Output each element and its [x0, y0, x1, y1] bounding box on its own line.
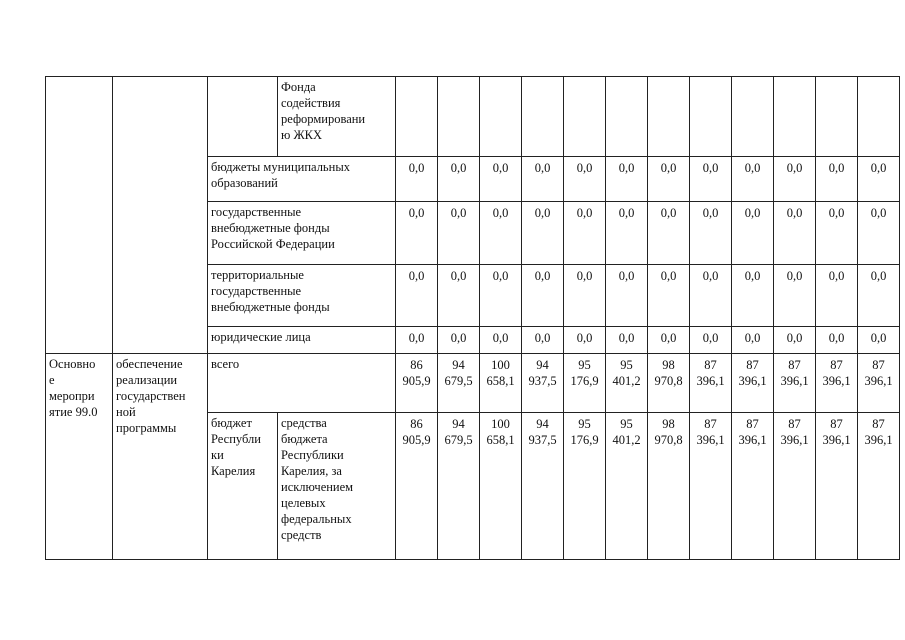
- value-cell: 87 396,1: [732, 413, 774, 560]
- value-cell: 0,0: [732, 327, 774, 354]
- value-cell: 0,0: [648, 327, 690, 354]
- value-cell: 0,0: [690, 157, 732, 202]
- row-label: бюджеты муниципальных образований: [208, 157, 396, 202]
- value-cell: 0,0: [480, 202, 522, 265]
- empty-cell: [208, 77, 278, 157]
- value-cell: 94 937,5: [522, 354, 564, 413]
- value-cell: 98 970,8: [648, 413, 690, 560]
- value-cell: 0,0: [816, 265, 858, 327]
- value-cell: 0,0: [606, 157, 648, 202]
- value-cell: 0,0: [816, 202, 858, 265]
- row-label: юридические лица: [208, 327, 396, 354]
- value-cell: 0,0: [396, 202, 438, 265]
- value-cell: 0,0: [396, 157, 438, 202]
- fund-label: Фонда содействия реформировани ю ЖКХ: [278, 77, 396, 157]
- value-cell: 0,0: [858, 202, 900, 265]
- value-cell: 0,0: [522, 202, 564, 265]
- value-cell: 0,0: [480, 157, 522, 202]
- value-cell: 87 396,1: [858, 413, 900, 560]
- value-cell: 100 658,1: [480, 354, 522, 413]
- value-cell: 0,0: [438, 202, 480, 265]
- financing-table: [45, 76, 900, 560]
- value-cell: 0,0: [564, 202, 606, 265]
- value-cell: 100 658,1: [480, 413, 522, 560]
- value-cell: 0,0: [774, 202, 816, 265]
- value-cell: 0,0: [774, 265, 816, 327]
- value-cell: 0,0: [564, 327, 606, 354]
- value-cell: 0,0: [774, 157, 816, 202]
- value-cell: 87 396,1: [732, 354, 774, 413]
- value-cell: 0,0: [774, 327, 816, 354]
- value-cell: 87 396,1: [690, 413, 732, 560]
- value-cell: 0,0: [480, 265, 522, 327]
- value-cell: 0,0: [690, 202, 732, 265]
- table-row: [46, 354, 900, 413]
- value-cell: 0,0: [522, 265, 564, 327]
- value-cell: 95 176,9: [564, 354, 606, 413]
- value-cell: 0,0: [522, 327, 564, 354]
- total-label: всего: [208, 354, 396, 413]
- value-cell: 87 396,1: [690, 354, 732, 413]
- value-cell: 87 396,1: [774, 354, 816, 413]
- row-label: территориальные государственные внебюджетные фонды: [208, 265, 396, 327]
- budget-label: бюджет Республи ки Карелия: [208, 413, 278, 560]
- event-label: Основно е меропри ятие 99.0: [46, 354, 113, 560]
- value-cell: 0,0: [858, 265, 900, 327]
- budget-sub-label: средства бюджета Республики Карелия, за исключением целевых федеральных средств: [278, 413, 396, 560]
- table-row: [46, 77, 900, 157]
- value-cell: 95 401,2: [606, 354, 648, 413]
- value-cell: 0,0: [732, 265, 774, 327]
- value-cell: 0,0: [438, 157, 480, 202]
- value-cell: 94 937,5: [522, 413, 564, 560]
- value-cell: 87 396,1: [816, 354, 858, 413]
- value-cell: 0,0: [690, 265, 732, 327]
- value-cell: 0,0: [438, 265, 480, 327]
- value-cell: 0,0: [396, 265, 438, 327]
- value-cell: 0,0: [606, 327, 648, 354]
- empty-cell: [113, 77, 208, 354]
- value-cell: 94 679,5: [438, 354, 480, 413]
- value-cell: 0,0: [438, 327, 480, 354]
- value-cell: 0,0: [648, 265, 690, 327]
- value-cell: 0,0: [648, 202, 690, 265]
- value-cell: 87 396,1: [858, 354, 900, 413]
- value-cell: 0,0: [648, 157, 690, 202]
- value-cell: 0,0: [522, 157, 564, 202]
- value-cell: 98 970,8: [648, 354, 690, 413]
- value-cell: 0,0: [564, 265, 606, 327]
- value-cell: 87 396,1: [774, 413, 816, 560]
- value-cell: 0,0: [564, 157, 606, 202]
- row-label: государственные внебюджетные фонды Российской Федерации: [208, 202, 396, 265]
- value-cell: 94 679,5: [438, 413, 480, 560]
- value-cell: 0,0: [480, 327, 522, 354]
- value-cell: 0,0: [396, 327, 438, 354]
- value-cell: 0,0: [816, 157, 858, 202]
- value-cell: 86 905,9: [396, 354, 438, 413]
- value-cell: 0,0: [858, 157, 900, 202]
- value-cell: 0,0: [816, 327, 858, 354]
- value-cell: 87 396,1: [816, 413, 858, 560]
- event-description: обеспечение реализации государствен ной программы: [113, 354, 208, 560]
- value-cell: 0,0: [732, 157, 774, 202]
- value-cell: 0,0: [606, 265, 648, 327]
- value-cell: 0,0: [690, 327, 732, 354]
- value-cell: 95 401,2: [606, 413, 648, 560]
- value-cell: 95 176,9: [564, 413, 606, 560]
- value-cell: 86 905,9: [396, 413, 438, 560]
- value-cell: 0,0: [858, 327, 900, 354]
- value-cell: 0,0: [732, 202, 774, 265]
- value-cell: 0,0: [606, 202, 648, 265]
- empty-cell: [46, 77, 113, 354]
